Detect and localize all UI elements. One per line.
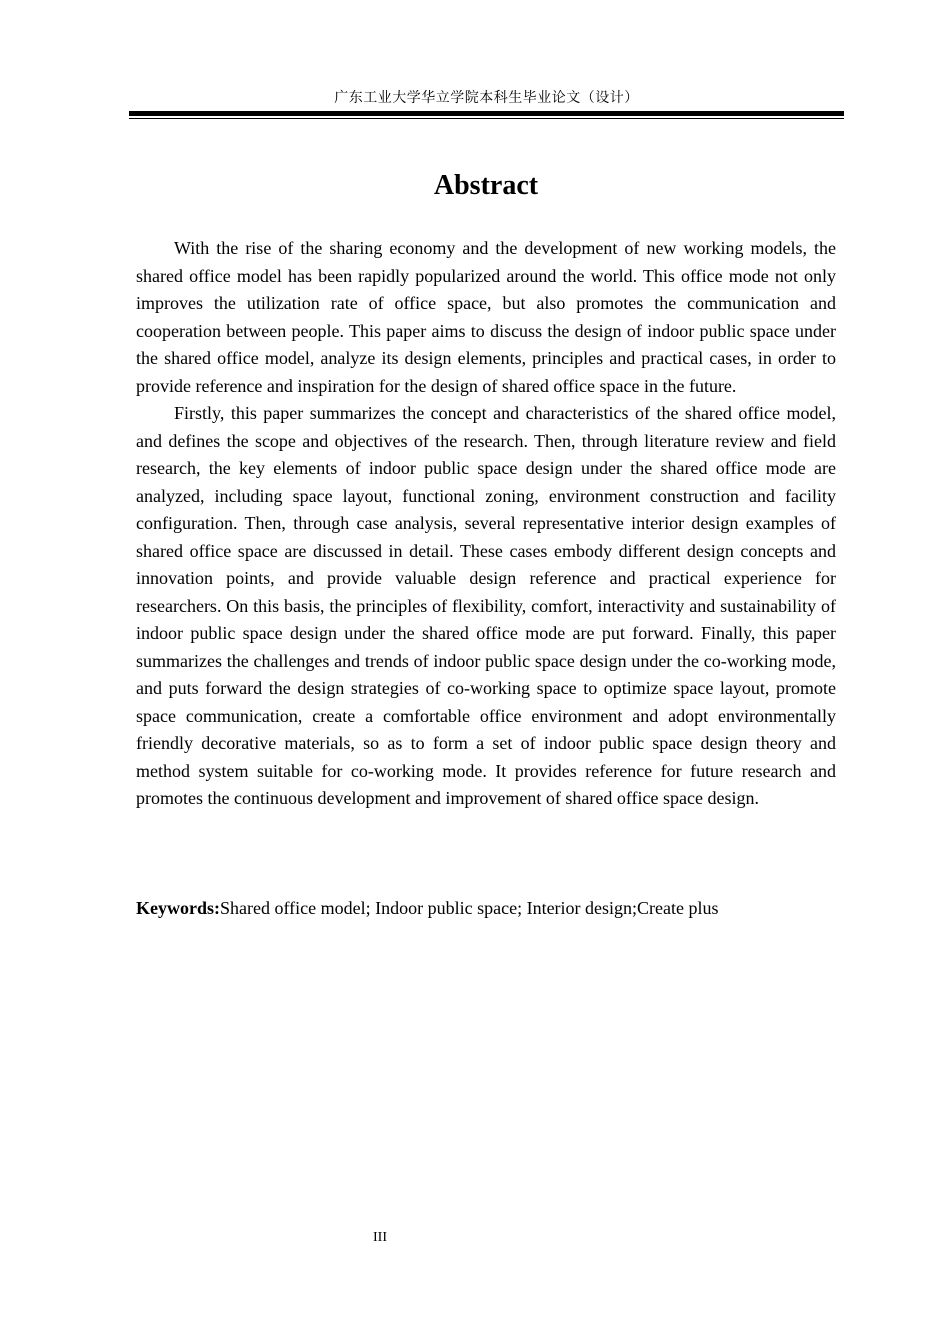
abstract-body — [136, 235, 836, 813]
keywords-label: Keywords: — [136, 898, 220, 918]
header-rule-thin — [129, 118, 844, 119]
page-number: III — [373, 1230, 387, 1245]
keywords-text: Shared office model; Indoor public space; Interior design;Create plus — [220, 898, 719, 918]
abstract-title: Abstract — [433, 170, 539, 201]
abstract-paragraph-2: Firstly, this paper summarizes the concept and characteristics of the shared office model, and defines the scope and objectives of the research. Then, through literature review and field research, the key elements of indoor public space design under the shared office mode are analyzed, including space layout, functional zoning, environment construction and facility configuration. Then, through case analysis, several representative interior design examples of shared office space are discussed in detail. These cases embody different design concepts and innovation points, and provide valuable design reference and practical experience for researchers. On this basis, the principles of flexibility, comfort, interactivity and sustainability of indoor public space design under the shared office mode are put forward. Finally, this paper summarizes the challenges and trends of indoor public space design under the co-working mode, and puts forward the design strategies of co-working space to optimize space layout, promote space communication, create a comfortable office environment and adopt environmentally friendly decorative materials, so as to form a set of indoor public space design theory and method system suitable for co-working mode. It provides reference for future research and promotes the continuous development and improvement of shared office space design. — [136, 403, 836, 808]
header-rule-thick — [129, 111, 844, 116]
abstract-paragraph-1: With the rise of the sharing economy and the development of new working models, the shared office model has been rapidly popularized around the world. This office mode not only improves the utilization rate of office space, but also promotes the communication and cooperation between people. This paper aims to discuss the design of indoor public space under the shared office model, analyze its design elements, principles and practical cases, in order to provide reference and inspiration for the design of shared office space in the future. — [136, 238, 836, 396]
running-header: 广东工业大学华立学院本科生毕业论文（设计） — [334, 91, 639, 106]
keywords-line — [136, 895, 836, 923]
